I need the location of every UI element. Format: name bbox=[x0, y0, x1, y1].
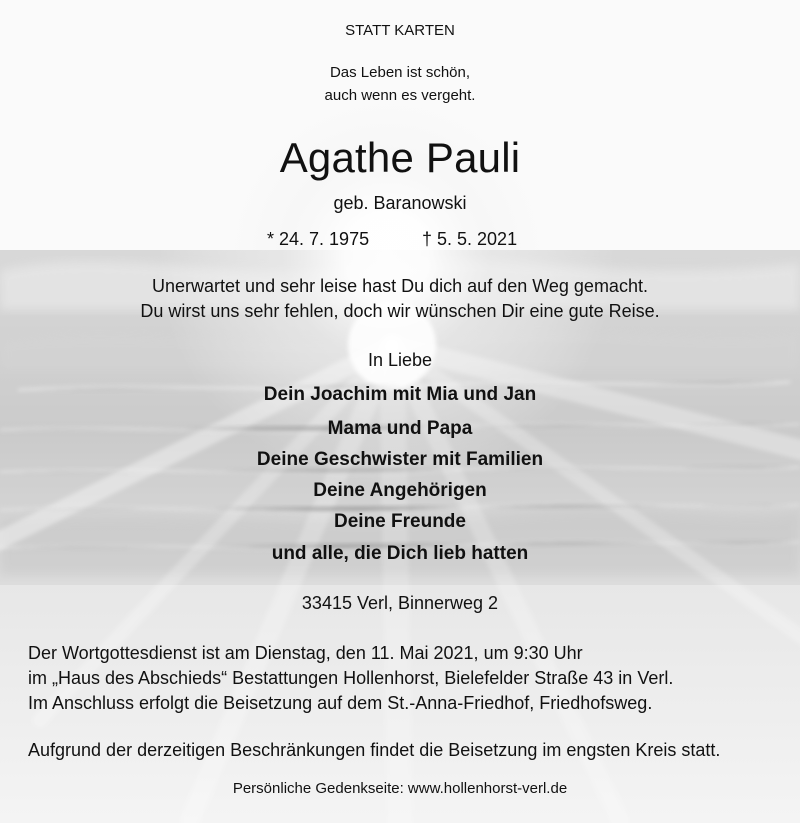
in-liebe-intro: In Liebe bbox=[367, 350, 433, 370]
farewell-line-2: Du wirst uns sehr fehlen, doch wir wünschen Dir eine gute Reise. bbox=[140, 301, 660, 321]
memorial-page-text: Persönliche Gedenkseite: www.hollenhorst-verl.de bbox=[232, 780, 568, 797]
deceased-name: Agathe Pauli bbox=[279, 134, 521, 181]
restriction-note: Aufgrund der derzeitigen Beschränkungen findet die Beisetzung im engsten Kreis statt. bbox=[28, 740, 721, 760]
service-line-2: im „Haus des Abschieds“ Bestattungen Hollenhorst, Bielefelder Straße 43 in Verl. bbox=[28, 668, 674, 688]
quote-line-2: auch wenn es vergeht. bbox=[324, 87, 476, 104]
birth-date: * 24. 7. 1975 bbox=[267, 229, 370, 249]
mourner-line: Deine Angehörigen bbox=[313, 480, 487, 501]
death-date: † 5. 5. 2021 bbox=[422, 229, 518, 249]
mourner-line: Deine Geschwister mit Familien bbox=[256, 449, 544, 470]
birth-name: geb. Baranowski bbox=[333, 193, 467, 213]
mourner-line: Deine Freunde bbox=[334, 511, 466, 532]
farewell-line-1: Unerwartet und sehr leise hast Du dich auf den Weg gemacht. bbox=[152, 276, 648, 296]
service-line-1: Der Wortgottesdienst ist am Dienstag, den 11. Mai 2021, um 9:30 Uhr bbox=[28, 643, 583, 663]
mourner-line: Mama und Papa bbox=[327, 418, 473, 439]
service-line-3: Im Anschluss erfolgt die Beisetzung auf dem St.-Anna-Friedhof, Friedhofsweg. bbox=[28, 693, 653, 713]
family-address: 33415 Verl, Binnerweg 2 bbox=[301, 593, 499, 613]
mourner-line: und alle, die Dich lieb hatten bbox=[271, 543, 529, 564]
mourner-line: Dein Joachim mit Mia und Jan bbox=[263, 384, 537, 405]
quote-line-1: Das Leben ist schön, bbox=[329, 64, 471, 81]
statt-karten-heading: STATT KARTEN bbox=[345, 22, 455, 39]
